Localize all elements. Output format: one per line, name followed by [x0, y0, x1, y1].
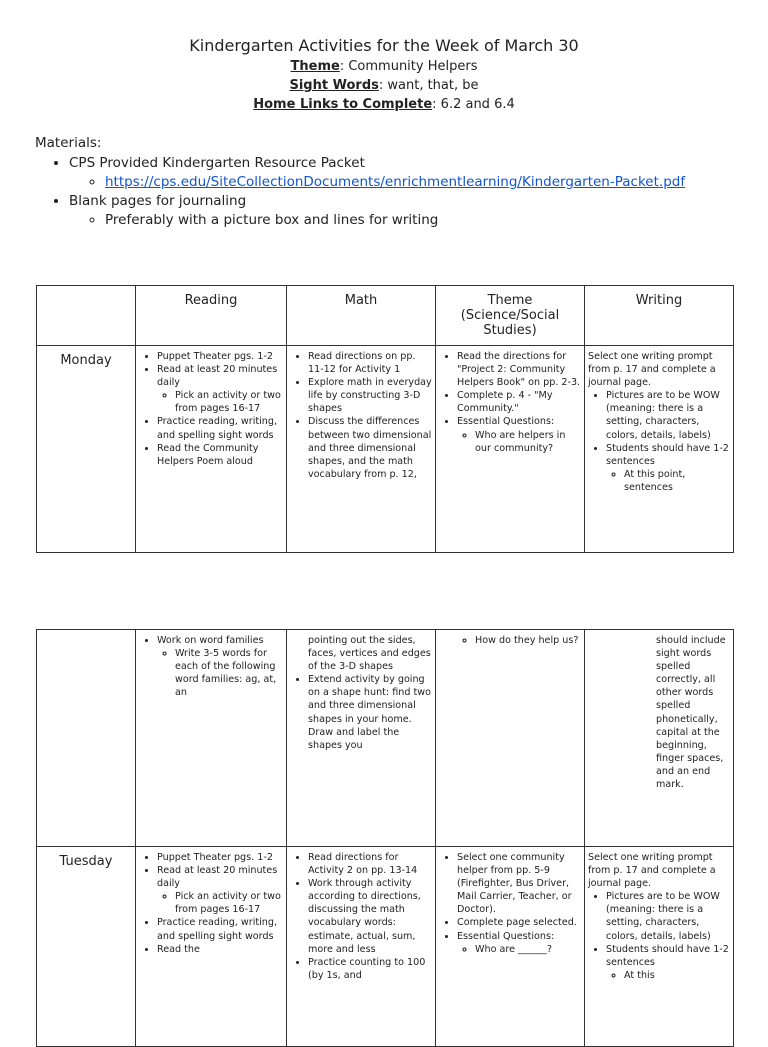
sight-words-line	[0, 78, 768, 93]
header-theme: Theme (Science/Social Studies)	[436, 286, 585, 346]
table-row-monday-continued	[37, 630, 734, 847]
home-links-label: Home Links to Complete	[253, 97, 433, 112]
theme-line	[0, 59, 768, 74]
list-item: • Practice reading, writing, and spelling sight words	[157, 415, 283, 441]
home-links-value: : 6.2 and 6.4	[432, 97, 515, 112]
materials-item: • Blank pages for journaling ◦ Preferably with a picture box and lines for writing	[69, 192, 745, 230]
sight-words-label: Sight Words	[289, 78, 379, 93]
list-item: • Students should have 1-2 sentences ◦ At this	[606, 943, 730, 982]
materials-section	[35, 134, 745, 230]
list-item: • Pictures are to be WOW (meaning: there is a setting, characters, colors, details, labels)	[606, 890, 730, 942]
writing-intro: Select one writing prompt from p. 17 and complete a journal page.	[588, 351, 716, 389]
list-subitem: ◦ Who are ______?	[475, 943, 581, 956]
list-item: • Read directions on pp. 11-12 for Activity 1	[308, 350, 432, 376]
monday-writing-cell	[585, 346, 734, 553]
day-label: Monday	[37, 346, 136, 553]
list-item: • Explore math in everyday life by constructing 3-D shapes	[308, 376, 432, 415]
monday-math-cont-cell	[287, 630, 436, 847]
materials-subitem	[105, 173, 745, 192]
list-subitem: ◦ Write 3-5 words for each of the following word families: ag, at, an	[175, 647, 283, 699]
list-item: • Essential Questions: ◦ Who are ______?	[457, 930, 581, 956]
day-label: Tuesday	[37, 847, 136, 1047]
page-title: Kindergarten Activities for the Week of March 30	[189, 36, 579, 55]
monday-reading-cell	[136, 346, 287, 553]
list-item: • Essential Questions: ◦ Who are helpers in our community?	[457, 415, 581, 454]
list-subitem: ◦ Pick an activity or two from pages 16-17	[175, 890, 283, 916]
tuesday-writing-cell	[585, 847, 734, 1047]
list-item: • Work on word families ◦ Write 3-5 words for each of the following word families: ag, at, an	[157, 634, 283, 699]
table-header-row	[37, 286, 734, 346]
header-reading: Reading	[136, 286, 287, 346]
list-item: • Puppet Theater pgs. 1-2	[157, 350, 283, 363]
table-row-tuesday	[37, 847, 734, 1047]
list-item: • Read directions for Activity 2 on pp. 13-14	[308, 851, 432, 877]
materials-heading: Materials:	[35, 135, 102, 151]
math-cont-text: pointing out the sides, faces, vertices and edges of the 3-D shapes	[308, 635, 431, 673]
schedule-table-page-2	[36, 629, 734, 1047]
monday-theme-cell	[436, 346, 585, 553]
list-item: • Work through activity according to directions, discussing the math vocabulary words: estimate, actual, sum, more and less	[308, 877, 432, 956]
list-item: • Read the	[157, 943, 283, 956]
list-item: • Select one community helper from pp. 5-9 (Firefighter, Bus Driver, Mail Carrier, Teacher, or Doctor).	[457, 851, 581, 916]
list-item: • Practice reading, writing, and spelling sight words	[157, 916, 283, 942]
list-item: • Read the Community Helpers Poem aloud	[157, 442, 283, 468]
monday-theme-cont-cell	[436, 630, 585, 847]
list-item: • Discuss the differences between two dimensional and three dimensional shapes, and the math vocabulary from p. 12,	[308, 415, 432, 480]
monday-writing-cont-cell	[585, 630, 734, 847]
list-item: • Read at least 20 minutes daily ◦ Pick an activity or two from pages 16-17	[157, 864, 283, 916]
header-writing: Writing	[585, 286, 734, 346]
list-item: • Read at least 20 minutes daily ◦ Pick an activity or two from pages 16-17	[157, 363, 283, 415]
writing-cont-text: should include sight words spelled correctly, all other words spelled phonetically, capital at the beginning, finger spaces, and an end mark.	[656, 635, 726, 791]
resource-packet-link[interactable]: https://cps.edu/SiteCollectionDocuments/enrichmentlearning/Kindergarten-Packet.pdf	[105, 174, 686, 190]
tuesday-math-cell	[287, 847, 436, 1047]
theme-label: Theme	[290, 59, 340, 74]
list-subitem: ◦ Pick an activity or two from pages 16-17	[175, 389, 283, 415]
list-item: • Students should have 1-2 sentences ◦ At this point, sentences	[606, 442, 730, 494]
list-item: • Puppet Theater pgs. 1-2	[157, 851, 283, 864]
materials-list	[35, 154, 745, 230]
list-subitem: ◦ At this	[624, 969, 730, 982]
header-math: Math	[287, 286, 436, 346]
day-label-blank	[37, 630, 136, 847]
list-item: • Complete p. 4 - "My Community."	[457, 389, 581, 415]
header-cell-blank	[37, 286, 136, 346]
list-subitem: ◦ How do they help us?	[475, 634, 581, 647]
sight-words-value: : want, that, be	[378, 78, 479, 93]
monday-reading-cont-cell	[136, 630, 287, 847]
writing-intro: Select one writing prompt from p. 17 and complete a journal page.	[588, 852, 716, 890]
tuesday-reading-cell	[136, 847, 287, 1047]
materials-item: • CPS Provided Kindergarten Resource Packet ◦ https://cps.edu/SiteCollectionDocuments/enrichmentlearning/Kindergarten-Packet.pdf	[69, 154, 745, 192]
theme-value: : Community Helpers	[339, 59, 478, 74]
list-item: • Complete page selected.	[457, 916, 581, 929]
monday-math-cell	[287, 346, 436, 553]
list-item: • Read the directions for "Project 2: Community Helpers Book" on pp. 2-3.	[457, 350, 581, 389]
list-subitem: ◦ Who are helpers in our community?	[475, 429, 581, 455]
schedule-table-page-1	[36, 285, 734, 553]
list-subitem: ◦ At this point, sentences	[624, 468, 730, 494]
list-item: • Pictures are to be WOW (meaning: there is a setting, characters, colors, details, labels)	[606, 389, 730, 441]
tuesday-theme-cell	[436, 847, 585, 1047]
table-row-monday	[37, 346, 734, 553]
list-item: • Extend activity by going on a shape hunt: find two and three dimensional shapes in your home. Draw and label the shapes you	[308, 673, 432, 752]
home-links-line	[0, 97, 768, 112]
materials-subitem: ◦ Preferably with a picture box and lines for writing	[105, 211, 745, 230]
list-item: • Practice counting to 100 (by 1s, and	[308, 956, 432, 982]
